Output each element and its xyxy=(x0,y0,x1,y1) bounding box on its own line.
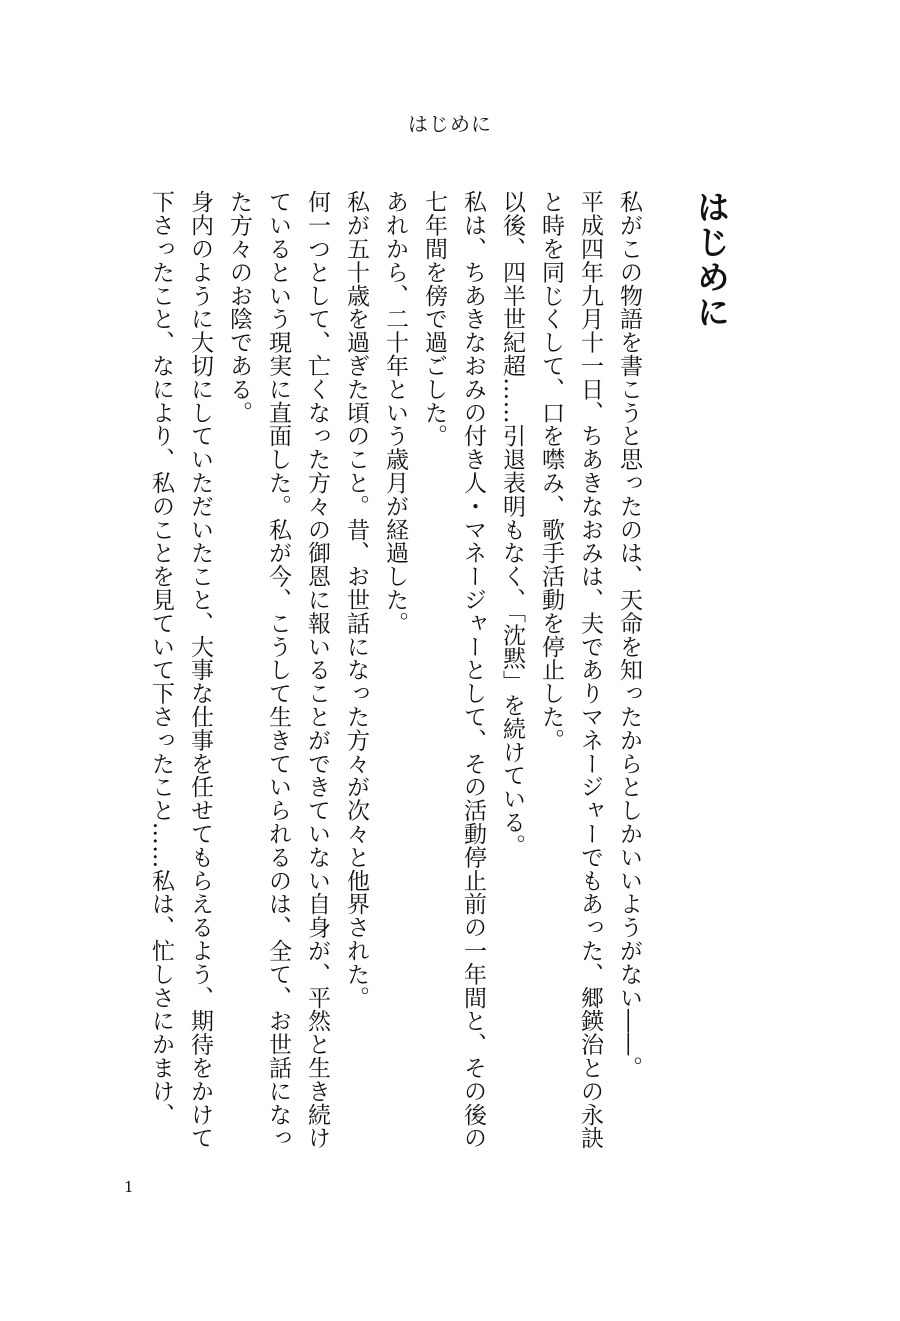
running-head: はじめに xyxy=(408,112,492,136)
paragraph: 何一つとして、亡くなった方々の御恩に報いることができていない自身が、平然と生き続けているという現実に直面した。私が今、こうして生きていられるのは、全て、お世話になった方々のお陰である。 xyxy=(226,190,330,1150)
paragraph: 私は、ちあきなおみの付き人・マネージャーとして、その活動停止前の一年間と、その後の七年間を傍で過ごした。 xyxy=(421,190,486,1150)
paragraph: 身内のように大切にしていただいたこと、大事な仕事を任せてもらえるよう、期待をかけて下さったこと、なにより、私のことを見ていて下さったこと……私は、忙しさにかまけ、 xyxy=(148,190,213,1150)
paragraph: 以後、四半世紀超……引退表明もなく、「沈黙」を続けている。 xyxy=(499,190,525,858)
paragraph: 私がこの物語を書こうと思ったのは、天命を知ったからとしかいいようがない――。 xyxy=(616,190,642,1080)
paragraph: あれから、二十年という歳月が経過した。 xyxy=(382,190,408,635)
page-title: はじめに xyxy=(692,190,731,330)
paragraph: 私が五十歳を過ぎた頃のこと。昔、お世話になった方々が次々と他界された。 xyxy=(343,190,369,1009)
paragraph: 平成四年九月十一日、ちあきなおみは、夫でありマネージャーでもあった、郷鍈治との永訣と時を同じくして、口を噤み、歌手活動を停止した。 xyxy=(538,190,603,1150)
page-number: 1 xyxy=(124,1178,134,1196)
body-text xyxy=(141,190,648,1150)
